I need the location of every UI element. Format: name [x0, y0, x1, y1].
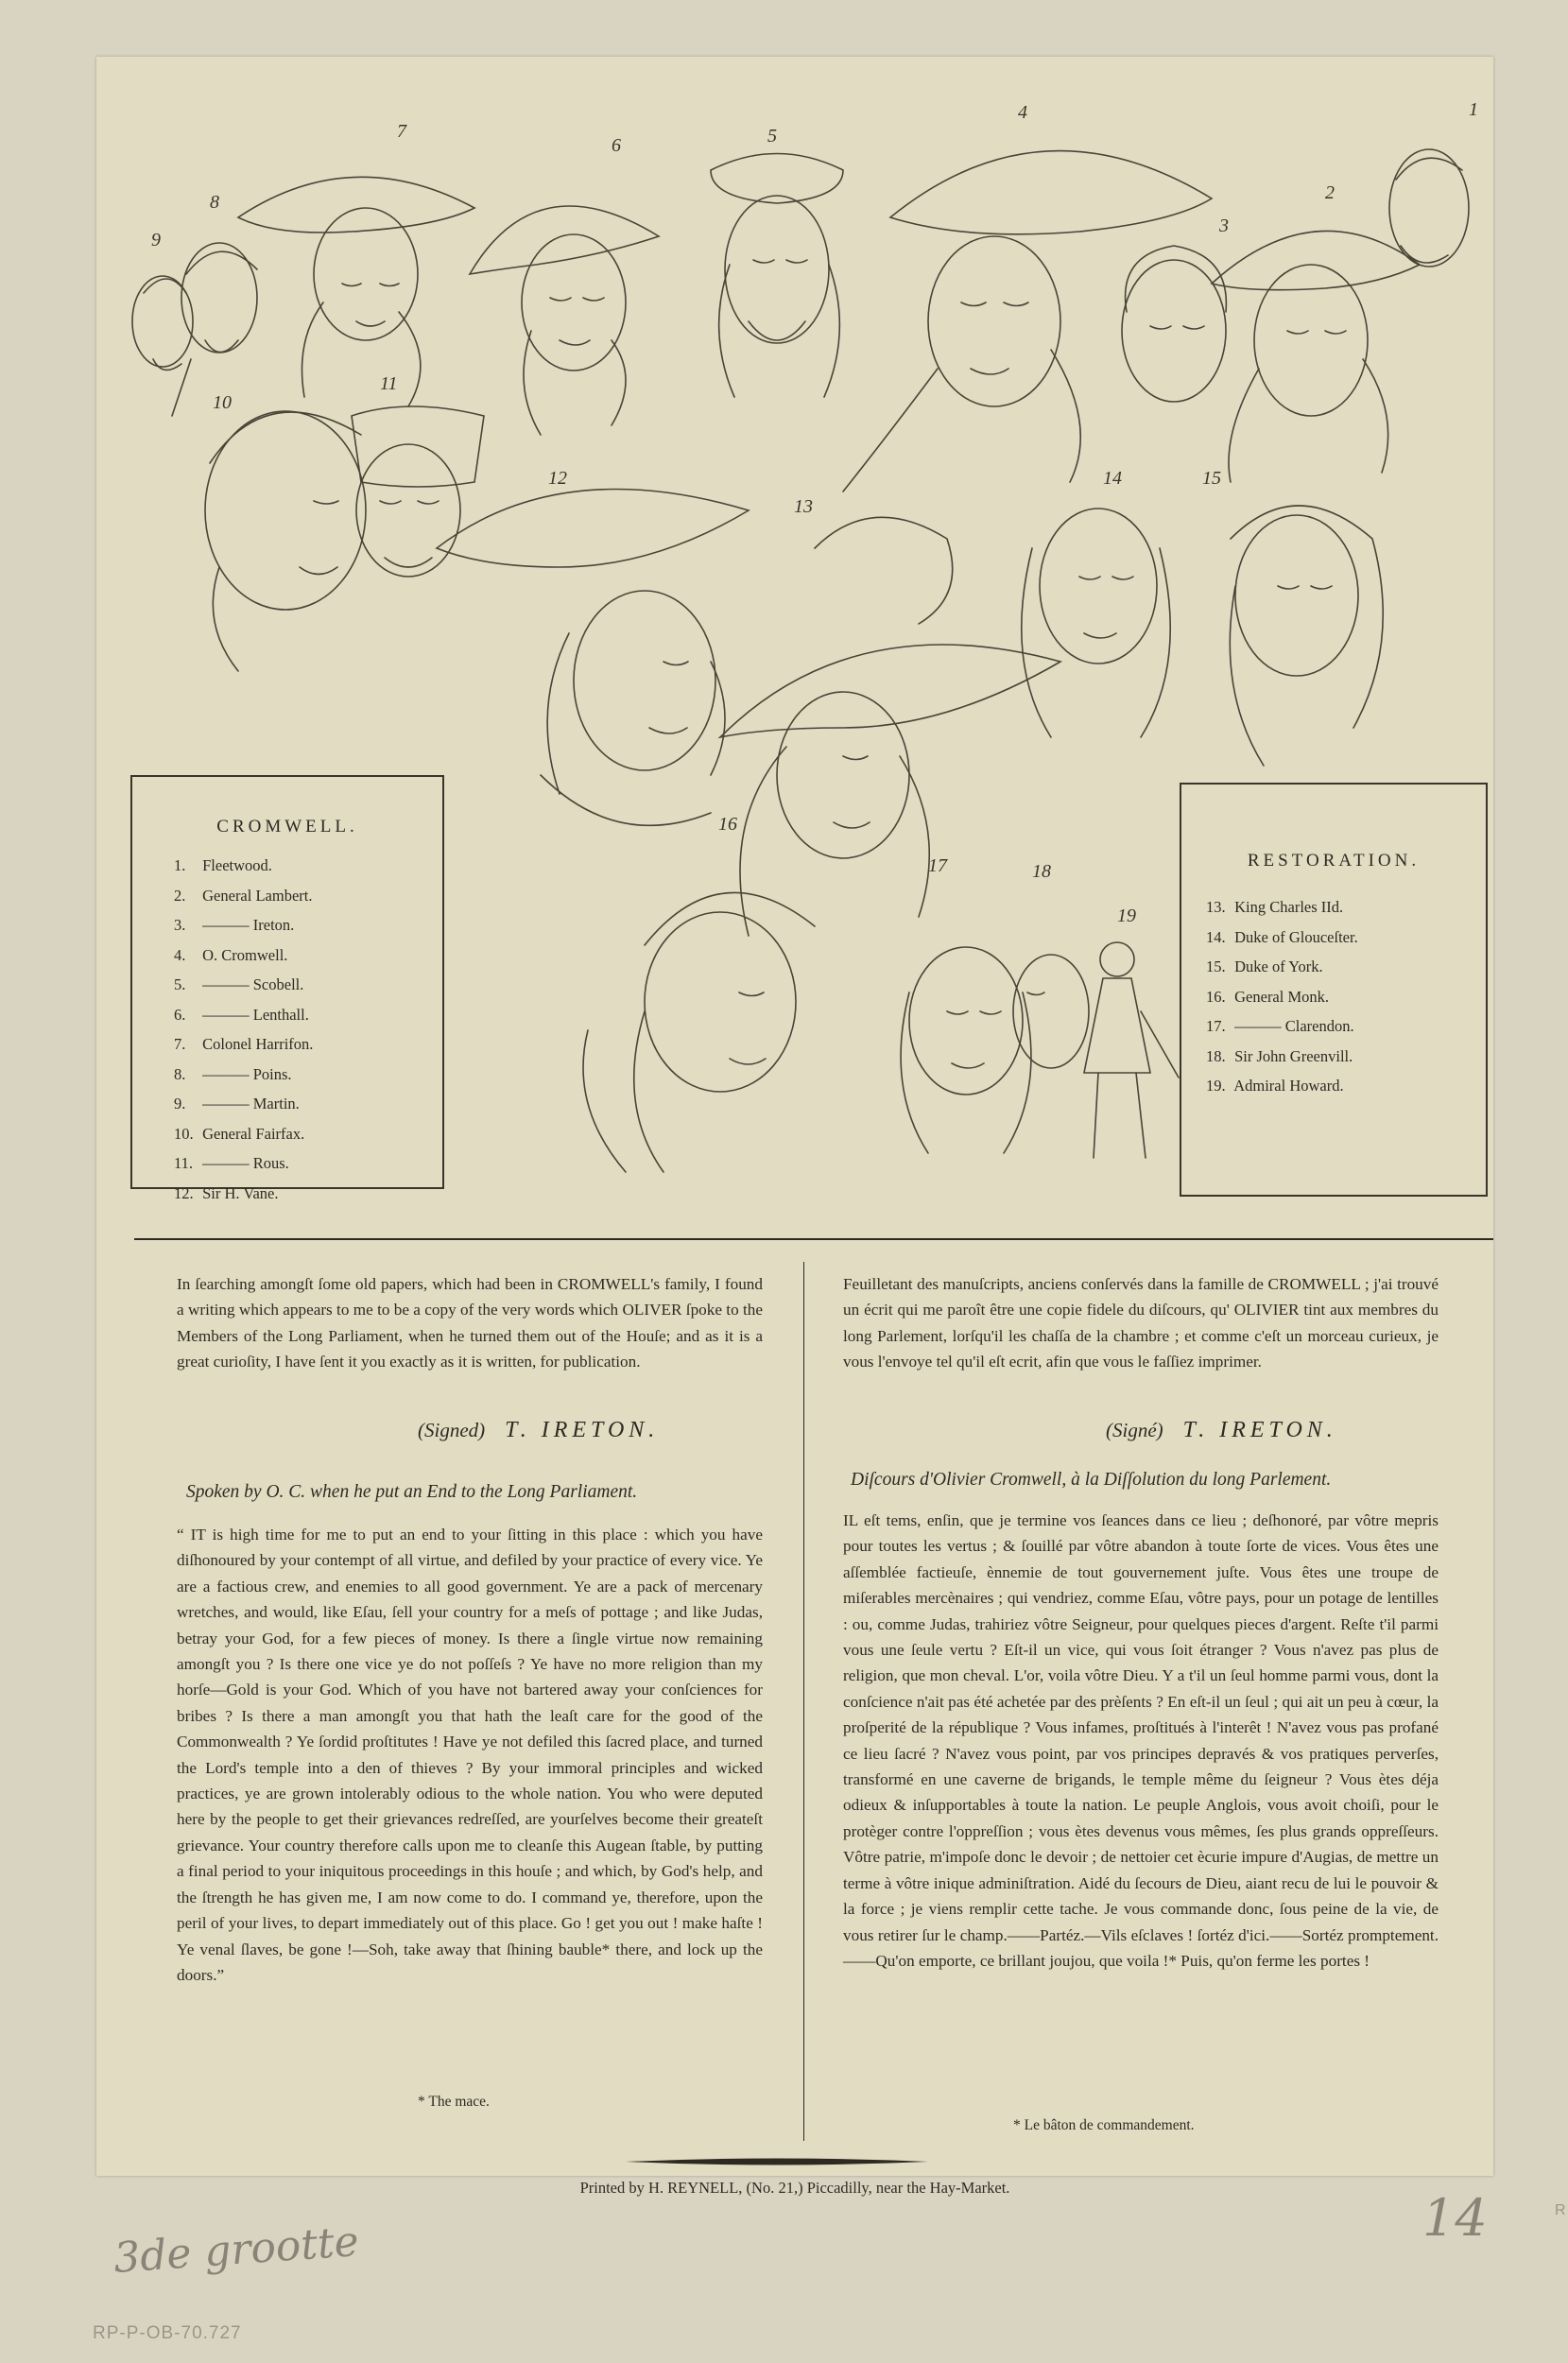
ornament-rule: [626, 2157, 928, 2166]
french-intro: Feuilletant des manuſcripts, anciens conſervés dans la famille de CROMWELL ; j'ai trouvé un écrit qui me paroît être une copie fidele du diſcours, qu' OLIVIER tint aux membres du long Parlement, lorſqu'il les chaſſa de la chambre ; et comme c'eſt un morceau curieux, je vous l'envoye tel qu'il eſt ecrit, afin que vous le faſſiez imprimer.: [843, 1275, 1439, 1371]
head-9: [132, 276, 193, 370]
head-7: [238, 177, 474, 406]
french-heading: Diſcours d'Olivier Cromwell, à la Diſſolution du long Parlement.: [851, 1470, 1332, 1490]
legend-item: 5. ——— Scobell.: [174, 975, 304, 993]
figure-number-14: 14: [1103, 468, 1122, 489]
head-8: [172, 243, 257, 416]
english-footnote: * The mace.: [418, 2094, 490, 2110]
legend-item: 4. O. Cromwell.: [174, 945, 288, 964]
head-4: [843, 151, 1212, 492]
legend-cromwell: [130, 775, 444, 1202]
head-15: [1230, 506, 1383, 766]
head-11: [352, 406, 484, 577]
legend-item: 12. Sir H. Vane.: [174, 1183, 279, 1202]
legend-item: 17. ——— Clarendon.: [1206, 1017, 1354, 1035]
figure-number-5: 5: [767, 126, 777, 147]
english-speech: “ IT is high time for me to put an end to your ſitting in this place : which you have diſhonoured by your contempt of all virtue, and defiled by your practice of every vice. Ye are a factious crew, and enemies to all good government. Ye are a pack of mercenary wretches, and would, like Eſau, ſell your country for a meſs of pottage ; and like Judas, betray your God, for a few pieces of money. Is there a ſingle virtue now remaining amongſt you ? Is there one vice ye do not poſſeſs ? Ye have no more religion than my horſe—Gold is your God. Which of you have not bartered away your conſciences for bribes ? Is there a man amongſt you that hath the leaſt care for the good of the Commonwealth ? Ye ſordid proſtitutes ! Have ye not defiled this ſacred place, and turned the Lord's temple into a den of thieves ? By your immoral principles and wicked practices, ye are grown intolerably odious to the whole nation. You who were deputed here by the people to get their grievances redreſſed, are yourſelves become their greateſt grievance. Your country therefore calls upon me to cleanſe this Augean ſtable, by putting a final period to your iniquitous proceedings in this houſe ; and which, by God's help, and the ſtrength he has given me, I am now come to do. I command ye, therefore, upon the peril of your lives, to depart immediately out of this place. Go ! get you out ! make haſte ! Ye venal ſlaves, be gone !—Soh, take away that ſhining bauble* there, and lock up the doors.”: [177, 1526, 763, 1984]
legend-restoration: [1180, 783, 1488, 1197]
legend-item: 14. Duke of Glouceſter.: [1206, 927, 1358, 946]
head-6: [470, 206, 659, 435]
figure-number-19: 19: [1117, 906, 1136, 926]
french-footnote: * Le bâton de commandement.: [1013, 2117, 1195, 2133]
figure-number-12: 12: [548, 468, 567, 489]
english-signature: [418, 1418, 659, 1443]
legend-restoration-title: RESTORATION.: [1247, 851, 1421, 871]
head-3: [1122, 246, 1226, 402]
legend-item: 2. General Lambert.: [174, 886, 313, 905]
column-divider: [803, 1262, 804, 2141]
printer-imprint: Printed by H. REYNELL, (No. 21,) Piccadilly, near the Hay-Market.: [579, 2179, 1010, 2197]
handwritten-size-note: 3de grootte: [112, 2217, 361, 2283]
figure-number-8: 8: [210, 192, 219, 213]
french-signed-name: T. IRETON.: [1182, 1418, 1337, 1442]
legend-item: 19. Admiral Howard.: [1206, 1077, 1344, 1095]
figure-number-9: 9: [151, 230, 161, 250]
figure-number-3: 3: [1219, 216, 1229, 236]
legend-item: 3. ——— Ireton.: [174, 916, 295, 934]
english-signed-label: (Signed): [418, 1419, 486, 1441]
legend-item: 1. Fleetwood.: [174, 856, 272, 874]
legend-cromwell-title: CROMWELL.: [216, 817, 358, 837]
figure-number-2: 2: [1325, 182, 1335, 203]
legend-item: 6. ——— Lenthall.: [174, 1005, 309, 1024]
legend-item: 13. King Charles IId.: [1206, 898, 1344, 916]
edge-mark: R: [1555, 2202, 1567, 2218]
legend-item: 8. ——— Poins.: [174, 1064, 292, 1083]
head-2: [1212, 231, 1420, 482]
head-5: [711, 154, 843, 398]
figure-number-7: 7: [397, 121, 406, 142]
figure-number-17: 17: [928, 855, 947, 876]
head-13: [720, 517, 1060, 936]
head-16: [583, 892, 815, 1172]
english-heading: Spoken by O. C. when he put an End to the Long Parliament.: [186, 1482, 638, 1502]
legend-item: 18. Sir John Greenvill.: [1206, 1046, 1353, 1065]
figure-number-4: 4: [1018, 102, 1027, 123]
figure-number-13: 13: [794, 496, 813, 517]
figure-19: [1084, 942, 1179, 1158]
head-10: [205, 411, 366, 671]
figure-number-1: 1: [1469, 99, 1478, 120]
figure-number-10: 10: [213, 392, 232, 413]
head-18: [1013, 955, 1089, 1068]
figure-number-11: 11: [380, 373, 398, 394]
legend-item: 9. ——— Martin.: [174, 1095, 300, 1113]
section-divider: [134, 1238, 1493, 1240]
legend-item: 10. General Fairfax.: [174, 1124, 305, 1143]
handwritten-number: 14: [1422, 2188, 1488, 2248]
head-17: [901, 947, 1031, 1153]
english-signed-name: T. IRETON.: [505, 1418, 660, 1442]
legend-item: 16. General Monk.: [1206, 987, 1330, 1006]
french-signature: [1106, 1418, 1337, 1443]
print-sheet: [96, 57, 1493, 2197]
figure-number-16: 16: [718, 814, 737, 835]
head-14: [1022, 509, 1171, 737]
legend-item: 7. Colonel Harrifon.: [174, 1035, 314, 1053]
legend-restoration-list: [1206, 892, 1486, 1101]
figure-number-6: 6: [612, 135, 621, 156]
french-speech: IL eſt tems, enſin, que je termine vos ſeances dans ce lieu ; deſhonoré, par vôtre mepris pour toutes les vertus ; & ſouillé par vôtre abandon à toute ſorte de vices. Vous êtes une aſſemblée factieuſe, ènnemie de tout gouvernement juſte. Vous êtes une troupe de miſerables mercènaires ; qui vendriez, comme Eſau, vôtre pays, pour un potage de lentilles : ou, comme Judas, trahiriez vôtre Seigneur, pour quelques pieces d'argent. Reſte t'il parmi vous une ſeule vertu ? Eſt-il un vice, qui vous ſoit étranger ? Vous n'avez pas plus de religion, que mon cheval. L'or, voila vôtre Dieu. Y a t'il un ſeul homme parmi vous, dont la conſcience n'ait pas été achetée par des prèſents ? En eſt-il un ſeul ; qui ait un peu à cœur, la proſperité de la république ? Vous infames, proſtitués à l'interêt ! N'avez vous pas profané ce lieu ſacré ? N'avez vous point, par vos principes depravés & vos pratiques perverſes, transformé en une caverne de brigands, le temple même du ſeigneur ? Vous ètes déja odieux & inſupportables à toute la nation. Le peuple Anglois, vous avoit choiſi, pour le protèger contre l'oppreſſion ; vous ètes devenus vous mêmes, ſes plus grands oppreſſeurs. Vôtre patrie, m'impoſe donc le devoir ; de nettoier cet ècurie impure d'Augias, de mettre un terme à vôtre inique adminiſtration. Aidé du ſecours de Dieu, aiant recu de lui le pouvoir & la force ; je viens remplir cette tache. Je vous commande donc, ſous peine de la vie, de vous retirer ſur le champ.——Partéz.—Vils eſclaves ! ſortéz d'ici.——Sortéz promptement.——Qu'on emporte, ce brillant joujou, que voila !* Puis, qu'on ferme les portes !: [843, 1511, 1439, 1970]
collection-stamp: RP-P-OB-70.727: [93, 2323, 242, 2343]
head-12: [437, 490, 749, 826]
french-signed-label: (Signé): [1106, 1419, 1163, 1441]
legend-cromwell-list: [174, 851, 442, 1208]
head-1: [1389, 149, 1469, 267]
legend-item: 11. ——— Rous.: [174, 1154, 289, 1172]
english-intro: In ſearching amongſt ſome old papers, which had been in CROMWELL's family, I found a writing which appears to me to be a copy of the very words which OLIVER ſpoke to the Members of the Long Parliament, when he turned them out of the Houſe; and as it is a great curioſity, I have ſent it you exactly as it is written, for publication.: [177, 1275, 763, 1371]
legend-item: 15. Duke of York.: [1206, 957, 1323, 975]
figure-number-15: 15: [1202, 468, 1221, 489]
figure-number-18: 18: [1032, 861, 1051, 882]
